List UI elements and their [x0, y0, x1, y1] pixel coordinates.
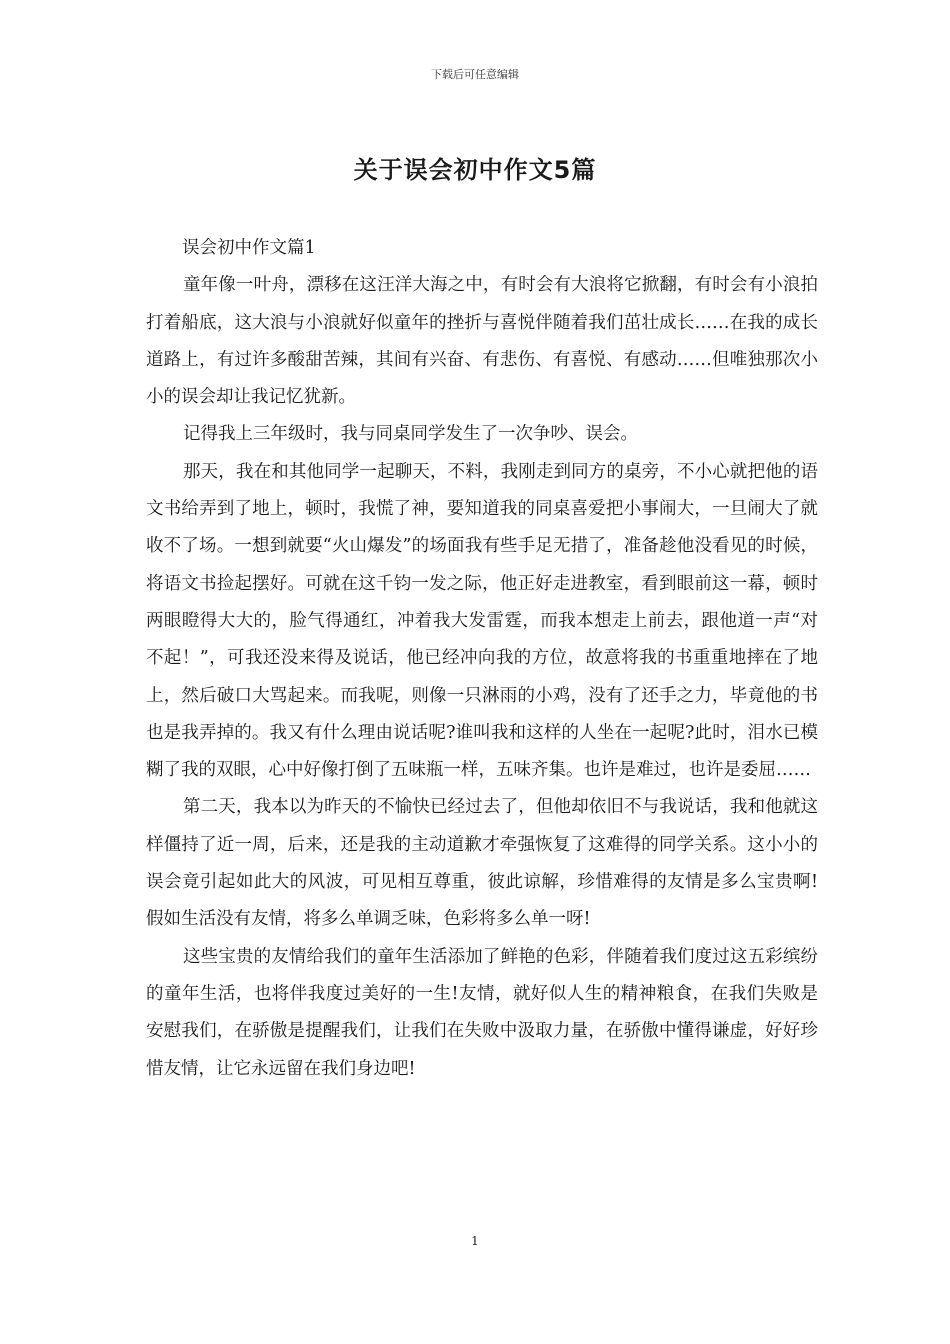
page-number: 1 — [471, 1234, 479, 1248]
paragraph-3: 那天，我在和其他同学一起聊天，不料，我刚走到同方的桌旁，不小心就把他的语文书给弄到了地上，顿时，我慌了神，要知道我的同桌喜爱把小事闹大，一旦闹大了就收不了场。一想到就要“火山爆发”的场面我有些手足无措了，准备趁他没看见的时候，将语文书捡起摆好。可就在这千钧一发之际，他正好走进教室，看到眼前这一幕，顿时两眼瞪得大大的，脸气得通红，冲着我大发雷霆，而我本想走上前去，跟他道一声“对不起！”，可我还没来得及说话，他已经冲向我的方位，故意将我的书重重地摔在了地上，然后破口大骂起来。而我呢，则像一只淋雨的小鸡，没有了还手之力，毕竟他的书也是我弄掉的。我又有什么理由说话呢?谁叫我和这样的人坐在一起呢?此时，泪水已模糊了我的双眼，心中好像打倒了五味瓶一样，五味齐集。也许是难过，也许是委屈…… — [146, 461, 818, 781]
header-note: 下载后可任意编辑 — [431, 68, 519, 81]
paragraph-2: 记得我上三年级时，我与同桌同学发生了一次争吵、误会。 — [183, 424, 638, 445]
section-heading: 误会初中作文篇1 — [182, 238, 316, 258]
paragraph-4: 第二天，我本以为昨天的不愉快已经过去了，但他却依旧不与我说话，我和他就这样僵持了近一周，后来，还是我的主动道歉才牵强恢复了这难得的同学关系。这小小的误会竟引起如此大的风波，可见相互尊重，彼此谅解，珍惜难得的友情是多么宝贵啊!假如生活没有友情，将多么单调乏味，色彩将多么单一呀! — [146, 797, 818, 930]
document-title: 关于误会初中作文5篇 — [353, 156, 597, 184]
paragraph-1: 童年像一叶舟，漂移在这汪洋大海之中，有时会有大浪将它掀翻，有时会有小浪拍打着船底，这大浪与小浪就好似童年的挫折与喜悦伴随着我们茁壮成长……在我的成长道路上，有过许多酸甜苦辣，其间有兴奋、有悲伤、有喜悦、有感动……但唯独那次小小的误会却让我记忆犹新。 — [146, 275, 818, 408]
document-body — [146, 230, 818, 1088]
paragraph-5: 这些宝贵的友情给我们的童年生活添加了鲜艳的色彩，伴随着我们度过这五彩缤纷的童年生活，也将伴我度过美好的一生!友情，就好似人生的精神粮食，在我们失败是安慰我们，在骄傲是提醒我们，让我们在失败中汲取力量，在骄傲中懂得谦虚，好好珍惜友情，让它永远留在我们身边吧! — [146, 946, 818, 1079]
